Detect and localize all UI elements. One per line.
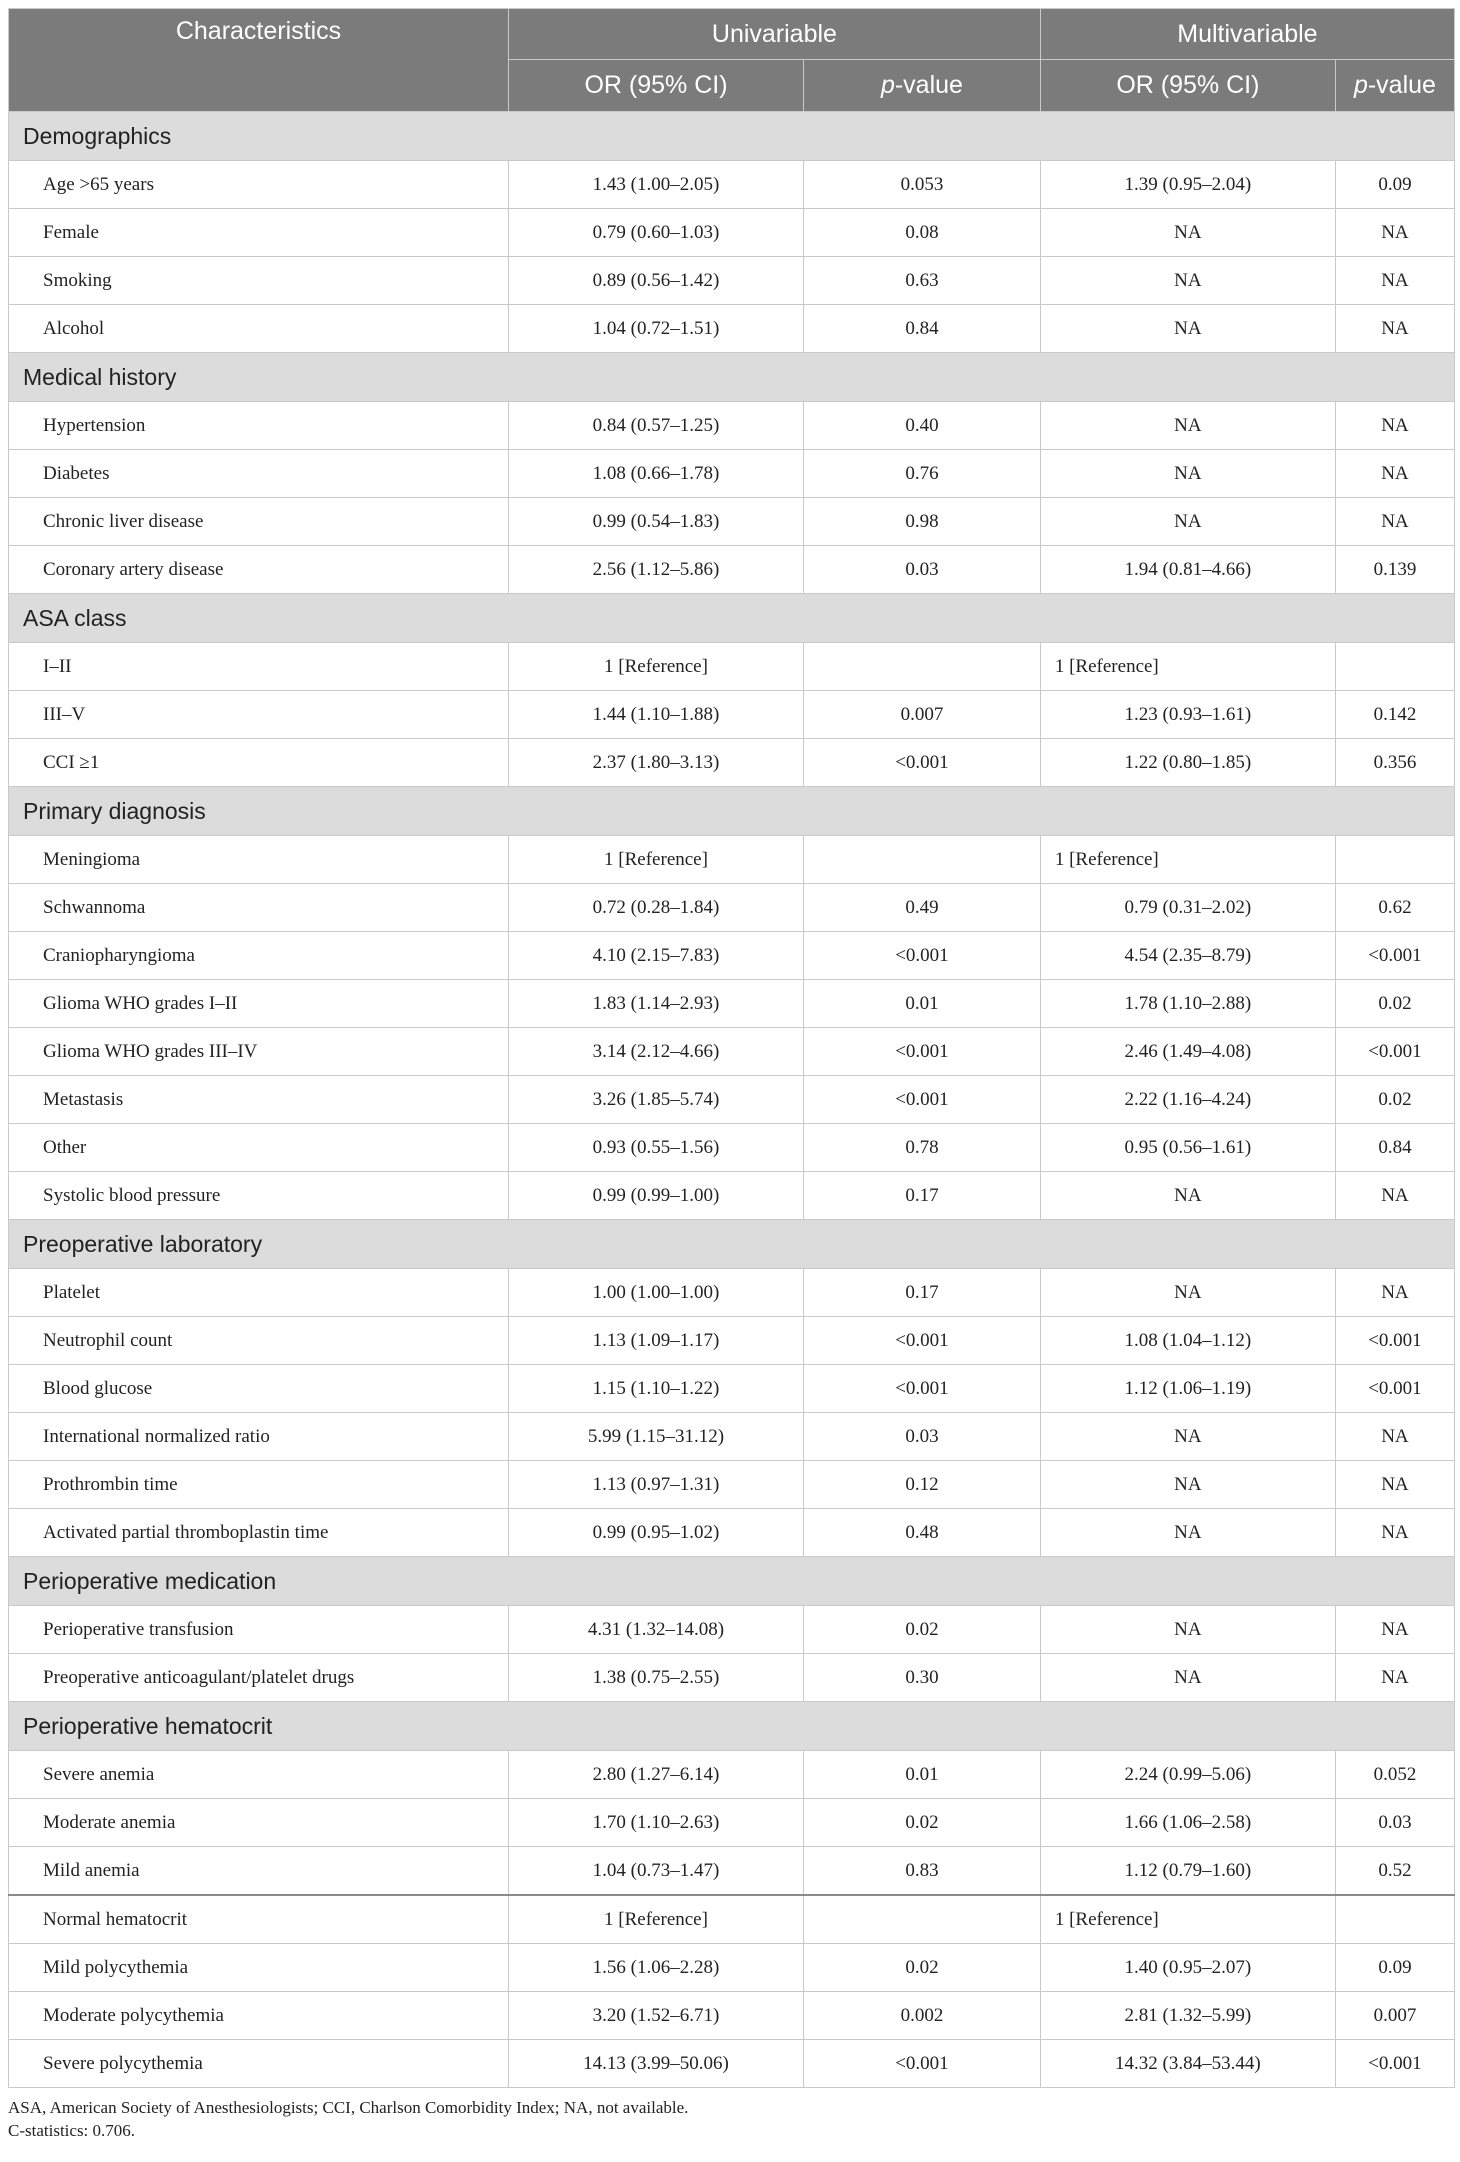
univariable-or-cell: 5.99 (1.15–31.12) [509,1413,804,1461]
multivariable-p-cell: NA [1335,209,1454,257]
univariable-or-cell: 3.14 (2.12–4.66) [509,1028,804,1076]
multivariable-p-cell: 0.09 [1335,1944,1454,1992]
table-row [9,1028,1455,1076]
univariable-p-cell: 0.02 [804,1606,1041,1654]
row-label: Craniopharyngioma [9,932,509,980]
table-row [9,1413,1455,1461]
multivariable-or-cell [1040,1076,1335,1124]
multivariable-or-cell [1040,1847,1335,1896]
multivariable-or-cell [1040,1413,1335,1461]
univariable-p-cell: 0.01 [804,1751,1041,1799]
table-row [9,643,1455,691]
table-row [9,209,1455,257]
multivariable-or-cell [1040,161,1335,209]
univariable-or-cell: 1.44 (1.10–1.88) [509,691,804,739]
table-row [9,1124,1455,1172]
univariable-p-cell [804,836,1041,884]
univariable-or-cell: 1.04 (0.72–1.51) [509,305,804,353]
row-label: Neutrophil count [9,1317,509,1365]
section-header-row [9,787,1455,836]
univariable-p-cell: 0.01 [804,980,1041,1028]
multivariable-or-value: NA [1174,1618,1202,1640]
table-row [9,546,1455,594]
univariable-or-cell: 3.26 (1.85–5.74) [509,1076,804,1124]
univariable-p-cell: 0.48 [804,1509,1041,1557]
multivariable-or-cell [1040,2040,1335,2088]
univariable-p-cell: 0.12 [804,1461,1041,1509]
multivariable-or-value: 1.12 (1.06–1.19) [1124,1377,1252,1399]
univariable-or-cell: 1 [Reference] [509,1895,804,1944]
table-row [9,1317,1455,1365]
multivariable-or-value: 1.66 (1.06–2.58) [1124,1811,1252,1833]
footnote-abbreviations: ASA, American Society of Anesthesiologists; CCI, Charlson Comorbidity Index; NA, not available. [8,2098,689,2117]
footnote-c-statistics: C-statistics: 0.706. [8,2121,136,2140]
multivariable-p-cell: 0.139 [1335,546,1454,594]
row-label: Female [9,209,509,257]
multivariable-or-value: 1.22 (0.80–1.85) [1124,751,1252,773]
multivariable-p-cell: 0.09 [1335,161,1454,209]
row-label: Moderate polycythemia [9,1992,509,2040]
multivariable-p-cell [1335,836,1454,884]
univariable-p-cell: 0.053 [804,161,1041,209]
multivariable-or-value: 4.54 (2.35–8.79) [1124,944,1252,966]
multivariable-p-cell: 0.052 [1335,1751,1454,1799]
table-row [9,402,1455,450]
univariable-p-cell: 0.17 [804,1172,1041,1220]
multivariable-or-value: NA [1174,414,1202,436]
section-title: Preoperative laboratory [9,1220,1455,1269]
multivariable-p-cell: NA [1335,1654,1454,1702]
table-row [9,1509,1455,1557]
multivariable-or-cell [1040,1317,1335,1365]
table-row [9,1172,1455,1220]
multivariable-p-cell: NA [1335,1413,1454,1461]
section-header-row [9,1702,1455,1751]
table-row [9,1654,1455,1702]
multivariable-or-value: 14.32 (3.84–53.44) [1115,2052,1261,2074]
characteristics-header: Characteristics [9,9,509,112]
row-label: Perioperative transfusion [9,1606,509,1654]
row-label: Mild polycythemia [9,1944,509,1992]
row-label: Diabetes [9,450,509,498]
multivariable-or-value: NA [1174,462,1202,484]
row-label: Chronic liver disease [9,498,509,546]
univariable-or-cell: 0.72 (0.28–1.84) [509,884,804,932]
table-row [9,836,1455,884]
multivariable-or-cell [1040,402,1335,450]
table-row [9,739,1455,787]
multivariable-header: Multivariable [1040,9,1454,60]
table-row [9,691,1455,739]
multivariable-or-cell [1040,1365,1335,1413]
univariable-p-cell: 0.83 [804,1847,1041,1896]
table-row [9,450,1455,498]
multivariable-or-cell [1040,1028,1335,1076]
multivariable-or-value: 2.22 (1.16–4.24) [1124,1088,1252,1110]
row-label: Systolic blood pressure [9,1172,509,1220]
table-row [9,2040,1455,2088]
multivariable-p-cell: 0.007 [1335,1992,1454,2040]
section-header-row [9,1557,1455,1606]
univariable-p-cell [804,1895,1041,1944]
row-label: CCI ≥1 [9,739,509,787]
multivariable-or-value: NA [1174,1184,1202,1206]
multivariable-or-cell [1040,739,1335,787]
multivariable-or-cell [1040,691,1335,739]
table-row [9,1076,1455,1124]
table-row [9,980,1455,1028]
univariable-or-cell: 0.93 (0.55–1.56) [509,1124,804,1172]
p-rest: -value [894,71,963,99]
multivariable-p-cell: NA [1335,402,1454,450]
multivariable-or-value: 1 [Reference] [1054,848,1159,870]
univariable-p-cell: 0.02 [804,1799,1041,1847]
row-label: Alcohol [9,305,509,353]
table-row [9,884,1455,932]
row-label: Activated partial thromboplastin time [9,1509,509,1557]
multivariable-or-value: 1.12 (0.79–1.60) [1124,1859,1252,1881]
row-label: Moderate anemia [9,1799,509,1847]
section-header-row [9,353,1455,402]
multivariable-p-cell: 0.02 [1335,980,1454,1028]
table-row [9,1606,1455,1654]
section-header-row [9,594,1455,643]
univariable-p-cell [804,643,1041,691]
univariable-p-cell: 0.63 [804,257,1041,305]
multivariable-or-value: NA [1174,1666,1202,1688]
univariable-or-cell: 4.10 (2.15–7.83) [509,932,804,980]
table-row [9,1269,1455,1317]
univariable-p-cell: <0.001 [804,932,1041,980]
multivariable-or-value: 2.81 (1.32–5.99) [1124,2004,1252,2026]
row-label: Mild anemia [9,1847,509,1896]
multivariable-p-cell: NA [1335,1172,1454,1220]
univariable-p-cell: <0.001 [804,1076,1041,1124]
multivariable-or-value: NA [1174,510,1202,532]
univariable-or-cell: 4.31 (1.32–14.08) [509,1606,804,1654]
multivariable-or-value: 1.23 (0.93–1.61) [1124,703,1252,725]
univariable-p-cell: 0.78 [804,1124,1041,1172]
multivariable-p-cell: 0.02 [1335,1076,1454,1124]
multivariable-or-cell [1040,1172,1335,1220]
multivariable-or-cell [1040,1799,1335,1847]
multivariable-or-cell [1040,932,1335,980]
section-title: ASA class [9,594,1455,643]
row-label: Glioma WHO grades III–IV [9,1028,509,1076]
multivariable-p-cell: 0.356 [1335,739,1454,787]
row-label: Glioma WHO grades I–II [9,980,509,1028]
univariable-or-cell: 1.70 (1.10–2.63) [509,1799,804,1847]
table-row [9,1944,1455,1992]
section-header-row [9,1220,1455,1269]
row-label: Prothrombin time [9,1461,509,1509]
univariable-or-cell: 0.79 (0.60–1.03) [509,209,804,257]
univariable-p-header [804,60,1041,112]
univariable-or-cell: 1.15 (1.10–1.22) [509,1365,804,1413]
row-label: Coronary artery disease [9,546,509,594]
table-row [9,161,1455,209]
p-italic: p [880,71,895,99]
univariable-header: Univariable [509,9,1041,60]
multivariable-or-value: 1.08 (1.04–1.12) [1124,1329,1252,1351]
univariable-or-cell: 2.37 (1.80–3.13) [509,739,804,787]
multivariable-or-cell [1040,546,1335,594]
univariable-p-cell: 0.03 [804,546,1041,594]
row-label: Blood glucose [9,1365,509,1413]
univariable-or-cell: 1.83 (1.14–2.93) [509,980,804,1028]
multivariable-p-cell: 0.142 [1335,691,1454,739]
univariable-or-cell: 1.43 (1.00–2.05) [509,161,804,209]
multivariable-or-cell [1040,1461,1335,1509]
table-row [9,1799,1455,1847]
multivariable-or-cell [1040,1751,1335,1799]
row-label: Severe polycythemia [9,2040,509,2088]
multivariable-p-cell: NA [1335,450,1454,498]
table-row [9,932,1455,980]
multivariable-or-value: 1.94 (0.81–4.66) [1124,558,1252,580]
table-row [9,305,1455,353]
section-title: Primary diagnosis [9,787,1455,836]
multivariable-p-cell: NA [1335,257,1454,305]
row-label: Normal hematocrit [9,1895,509,1944]
univariable-p-cell: 0.02 [804,1944,1041,1992]
table-header [9,9,1455,112]
univariable-or-cell: 1.08 (0.66–1.78) [509,450,804,498]
section-title: Demographics [9,112,1455,161]
univariable-or-cell: 1.13 (0.97–1.31) [509,1461,804,1509]
row-label: Metastasis [9,1076,509,1124]
multivariable-p-cell: NA [1335,1461,1454,1509]
row-label: Smoking [9,257,509,305]
univariable-or-cell: 1.38 (0.75–2.55) [509,1654,804,1702]
univariable-or-cell: 1 [Reference] [509,643,804,691]
multivariable-or-cell [1040,450,1335,498]
multivariable-p-cell: <0.001 [1335,1365,1454,1413]
multivariable-p-cell: NA [1335,305,1454,353]
row-label: Other [9,1124,509,1172]
multivariable-or-header: OR (95% CI) [1040,60,1335,112]
univariable-or-cell: 0.99 (0.95–1.02) [509,1509,804,1557]
univariable-p-cell: <0.001 [804,1028,1041,1076]
row-label: Meningioma [9,836,509,884]
p-rest: -value [1367,71,1436,99]
multivariable-or-value: 2.24 (0.99–5.06) [1124,1763,1252,1785]
multivariable-or-cell [1040,1606,1335,1654]
univariable-or-cell: 0.99 (0.99–1.00) [509,1172,804,1220]
row-label: Hypertension [9,402,509,450]
multivariable-or-cell [1040,1895,1335,1944]
multivariable-or-value: 1 [Reference] [1054,655,1159,677]
multivariable-or-cell [1040,257,1335,305]
multivariable-or-cell [1040,1944,1335,1992]
univariable-p-cell: 0.30 [804,1654,1041,1702]
section-title: Perioperative medication [9,1557,1455,1606]
univariable-or-cell: 2.56 (1.12–5.86) [509,546,804,594]
table-row [9,1365,1455,1413]
row-label: Severe anemia [9,1751,509,1799]
multivariable-p-cell: NA [1335,498,1454,546]
multivariable-or-value: NA [1174,1521,1202,1543]
section-title: Perioperative hematocrit [9,1702,1455,1751]
univariable-p-cell: 0.40 [804,402,1041,450]
multivariable-or-value: 2.46 (1.49–4.08) [1124,1040,1252,1062]
multivariable-p-cell: NA [1335,1606,1454,1654]
multivariable-or-value: NA [1174,317,1202,339]
multivariable-or-cell [1040,1654,1335,1702]
row-label: III–V [9,691,509,739]
multivariable-p-cell [1335,1895,1454,1944]
multivariable-or-cell [1040,305,1335,353]
univariable-p-cell: <0.001 [804,2040,1041,2088]
univariable-p-cell: <0.001 [804,1365,1041,1413]
multivariable-or-value: 0.79 (0.31–2.02) [1124,896,1252,918]
multivariable-p-cell: 0.52 [1335,1847,1454,1896]
multivariable-p-header [1335,60,1454,112]
univariable-p-cell: <0.001 [804,739,1041,787]
multivariable-or-value: NA [1174,1473,1202,1495]
multivariable-or-cell [1040,1992,1335,2040]
table-row [9,498,1455,546]
univariable-or-cell: 1.04 (0.73–1.47) [509,1847,804,1896]
multivariable-or-cell [1040,884,1335,932]
multivariable-p-cell: <0.001 [1335,932,1454,980]
univariable-or-cell: 0.99 (0.54–1.83) [509,498,804,546]
multivariable-p-cell: 0.62 [1335,884,1454,932]
univariable-p-cell: 0.49 [804,884,1041,932]
multivariable-p-cell: 0.84 [1335,1124,1454,1172]
univariable-or-cell: 14.13 (3.99–50.06) [509,2040,804,2088]
univariable-or-cell: 1.13 (1.09–1.17) [509,1317,804,1365]
multivariable-p-cell: 0.03 [1335,1799,1454,1847]
multivariable-or-value: NA [1174,1425,1202,1447]
multivariable-or-value: 1.39 (0.95–2.04) [1124,173,1252,195]
table-footnotes [8,2096,1455,2142]
multivariable-or-cell [1040,498,1335,546]
univariable-p-cell: 0.76 [804,450,1041,498]
univariable-or-cell: 0.89 (0.56–1.42) [509,257,804,305]
univariable-or-cell: 2.80 (1.27–6.14) [509,1751,804,1799]
univariable-or-cell: 1.00 (1.00–1.00) [509,1269,804,1317]
multivariable-or-cell [1040,1269,1335,1317]
table-row [9,1461,1455,1509]
table-row [9,257,1455,305]
multivariable-p-cell: <0.001 [1335,1028,1454,1076]
table-row [9,1751,1455,1799]
multivariable-or-cell [1040,643,1335,691]
multivariable-or-cell [1040,980,1335,1028]
multivariable-p-cell: NA [1335,1509,1454,1557]
univariable-p-cell: 0.98 [804,498,1041,546]
multivariable-or-value: 1.78 (1.10–2.88) [1124,992,1252,1014]
row-label: Age >65 years [9,161,509,209]
p-italic: p [1353,71,1368,99]
multivariable-or-value: 1.40 (0.95–2.07) [1124,1956,1252,1978]
univariable-or-cell: 1 [Reference] [509,836,804,884]
table-body [9,112,1455,2088]
row-label: Preoperative anticoagulant/platelet drugs [9,1654,509,1702]
multivariable-or-value: NA [1174,269,1202,291]
multivariable-p-cell: <0.001 [1335,1317,1454,1365]
multivariable-or-value: 1 [Reference] [1054,1908,1159,1930]
univariable-or-cell: 1.56 (1.06–2.28) [509,1944,804,1992]
univariable-p-cell: 0.03 [804,1413,1041,1461]
multivariable-or-cell [1040,836,1335,884]
multivariable-or-cell [1040,1124,1335,1172]
regression-table-container [8,8,1455,2142]
odds-ratio-table [8,8,1455,2088]
univariable-or-cell: 0.84 (0.57–1.25) [509,402,804,450]
multivariable-p-cell: <0.001 [1335,2040,1454,2088]
row-label: International normalized ratio [9,1413,509,1461]
univariable-p-cell: 0.84 [804,305,1041,353]
univariable-or-header: OR (95% CI) [509,60,804,112]
multivariable-or-cell [1040,209,1335,257]
section-header-row [9,112,1455,161]
multivariable-or-value: NA [1174,1281,1202,1303]
table-row [9,1992,1455,2040]
univariable-p-cell: 0.17 [804,1269,1041,1317]
univariable-p-cell: <0.001 [804,1317,1041,1365]
section-title: Medical history [9,353,1455,402]
row-label: Schwannoma [9,884,509,932]
row-label: I–II [9,643,509,691]
univariable-p-cell: 0.007 [804,691,1041,739]
row-label: Platelet [9,1269,509,1317]
univariable-or-cell: 3.20 (1.52–6.71) [509,1992,804,2040]
table-row [9,1895,1455,1944]
multivariable-or-value: 0.95 (0.56–1.61) [1124,1136,1252,1158]
univariable-p-cell: 0.08 [804,209,1041,257]
multivariable-p-cell: NA [1335,1269,1454,1317]
multivariable-or-value: NA [1174,221,1202,243]
univariable-p-cell: 0.002 [804,1992,1041,2040]
multivariable-p-cell [1335,643,1454,691]
multivariable-or-cell [1040,1509,1335,1557]
table-row [9,1847,1455,1896]
